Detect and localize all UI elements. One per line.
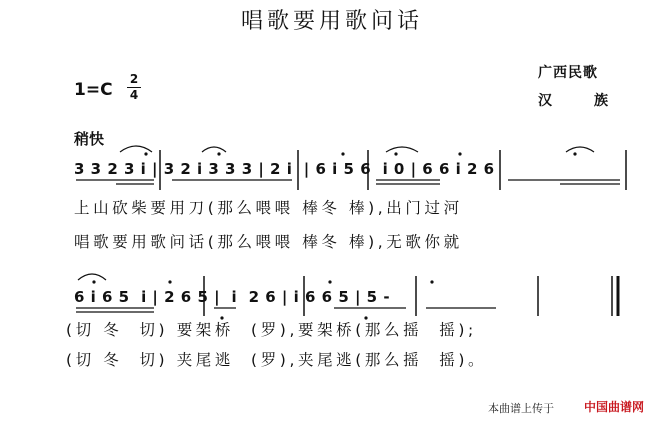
octave-dot bbox=[573, 152, 576, 155]
tie-arc bbox=[386, 147, 418, 152]
octave-dot bbox=[144, 152, 147, 155]
lyric-line-1b: 唱歌要用歌问话(那么喂喂 棒冬 棒),无歌你就 bbox=[74, 233, 463, 251]
key-signature: 1=C bbox=[74, 80, 113, 100]
lyric-line-1a: 上山砍柴要用刀(那么喂喂 棒冬 棒),出门过河 bbox=[74, 199, 463, 217]
lower-octave-dot bbox=[220, 316, 223, 319]
song-title: 唱歌要用歌问话 bbox=[240, 9, 423, 34]
time-signature-bottom: 4 bbox=[129, 88, 139, 102]
tie-arc bbox=[78, 274, 106, 280]
time-signature-top: 2 bbox=[129, 72, 139, 86]
lyric-line-2a: (切 冬 切) 要架桥 (罗),要架桥(那么摇 摇); bbox=[66, 321, 477, 339]
octave-dot bbox=[328, 280, 331, 283]
song-origin: 广西民歌 bbox=[538, 65, 598, 81]
tie-arc bbox=[202, 147, 226, 152]
octave-dot bbox=[458, 152, 461, 155]
tie-arc bbox=[120, 146, 152, 152]
notation-line-2: 6 i 6 5 i | 2 6 5 | i 2 6 | i 6 6 5 | 5 - bbox=[74, 288, 391, 306]
octave-dot bbox=[341, 152, 344, 155]
notation-line-1: 3 3 2 3 i | 3 2 i 3 3 3 | 2 i | 6 i 5 6 i 0 | 6 6 i 2 6 bbox=[74, 160, 495, 178]
ethnicity-char-1: 汉 bbox=[538, 93, 552, 109]
octave-dot bbox=[92, 280, 95, 283]
octave-dot bbox=[168, 280, 171, 283]
upload-credit: 本曲谱上传于 bbox=[488, 402, 554, 415]
octave-dot bbox=[394, 152, 397, 155]
site-logo[interactable]: 中国曲谱网 bbox=[584, 400, 645, 414]
octave-dot bbox=[430, 280, 433, 283]
tempo-marking: 稍快 bbox=[74, 130, 105, 148]
ethnicity-char-2: 族 bbox=[594, 93, 608, 109]
lower-octave-dot bbox=[364, 316, 367, 319]
octave-dot bbox=[217, 152, 220, 155]
lyric-line-2b: (切 冬 切) 夹尾逃 (罗),夹尾逃(那么摇 摇)。 bbox=[66, 351, 488, 369]
tie-arc bbox=[566, 147, 594, 152]
